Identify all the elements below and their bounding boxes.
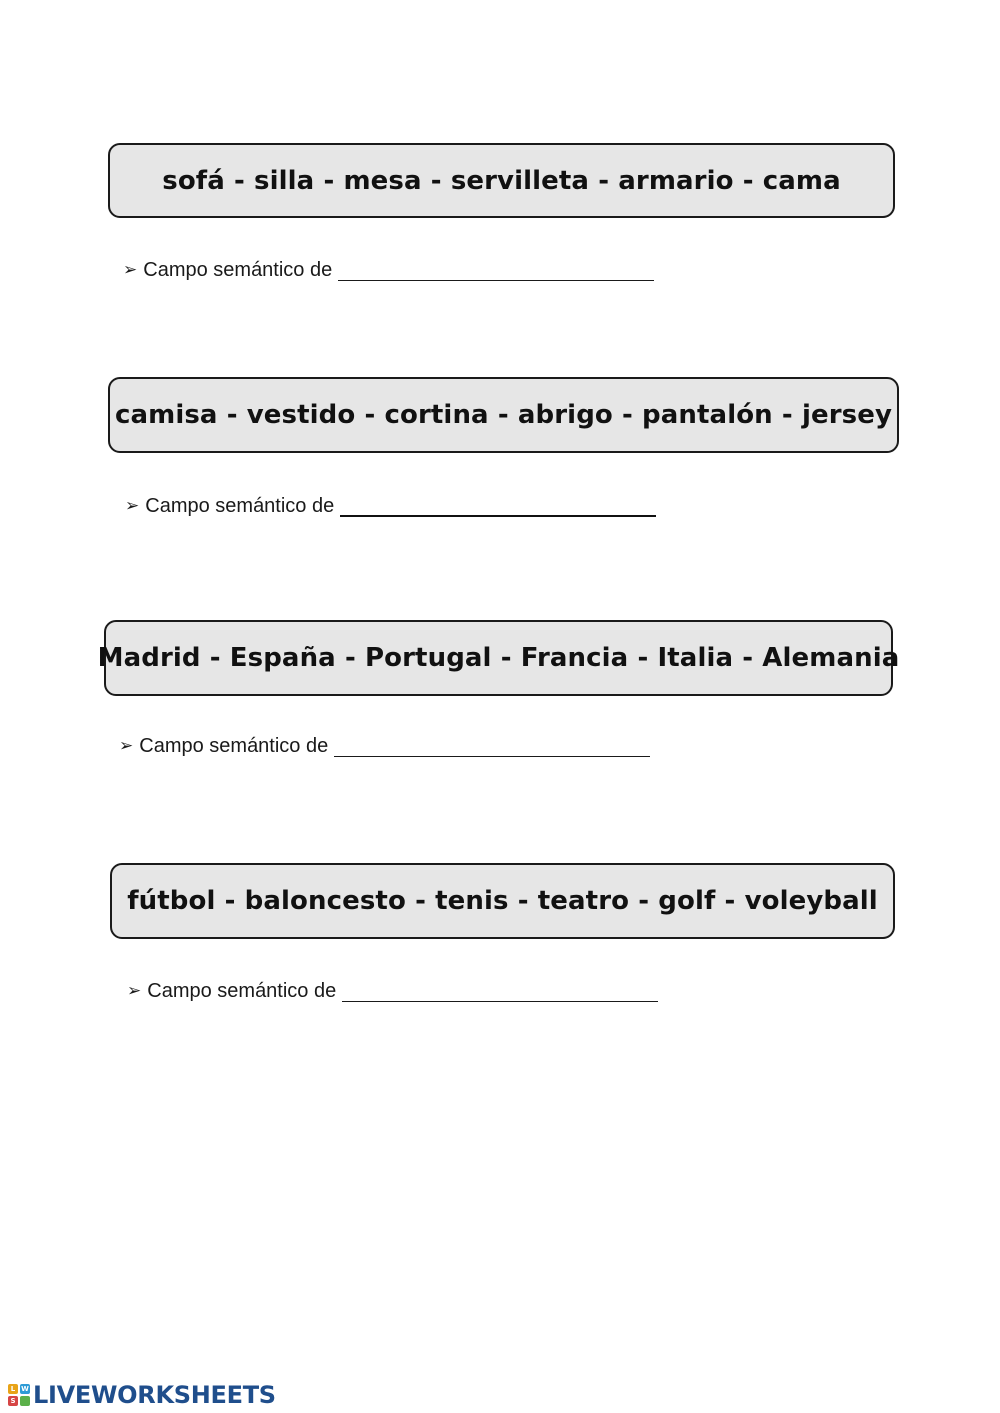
arrow-bullet-icon: ➢ — [119, 736, 134, 755]
semantic-field-answer-input[interactable] — [338, 258, 654, 281]
semantic-field-answer-input[interactable] — [342, 979, 658, 1002]
arrow-bullet-icon: ➢ — [125, 496, 140, 515]
semantic-field-prompt — [125, 493, 656, 517]
logo-cell — [20, 1396, 30, 1406]
liveworksheets-logo-icon — [8, 1384, 30, 1406]
word-list-box: fútbol - baloncesto - tenis - teatro - golf - voleyball — [110, 863, 895, 939]
prompt-label: Campo semántico de — [145, 495, 335, 517]
arrow-bullet-icon: ➢ — [127, 981, 142, 1000]
prompt-label: Campo semántico de — [139, 735, 329, 757]
arrow-bullet-icon: ➢ — [123, 260, 138, 279]
prompt-label: Campo semántico de — [143, 259, 333, 281]
prompt-label: Campo semántico de — [147, 980, 337, 1002]
semantic-field-prompt — [123, 258, 654, 281]
word-list-box: Madrid - España - Portugal - Francia - Italia - Alemania — [104, 620, 893, 696]
semantic-field-answer-input[interactable] — [340, 493, 656, 517]
semantic-field-prompt — [127, 979, 658, 1002]
logo-cell: L — [8, 1384, 18, 1394]
word-list-box: camisa - vestido - cortina - abrigo - pantalón - jersey — [108, 377, 899, 453]
word-list-box: sofá - silla - mesa - servilleta - armario - cama — [108, 143, 895, 218]
logo-wordmark: LIVEWORKSHEETS — [33, 1381, 276, 1409]
liveworksheets-logo[interactable] — [8, 1382, 276, 1408]
semantic-field-prompt — [119, 734, 650, 757]
logo-cell: W — [21, 1385, 29, 1393]
semantic-field-answer-input[interactable] — [334, 734, 650, 757]
logo-cell: S — [8, 1396, 18, 1406]
